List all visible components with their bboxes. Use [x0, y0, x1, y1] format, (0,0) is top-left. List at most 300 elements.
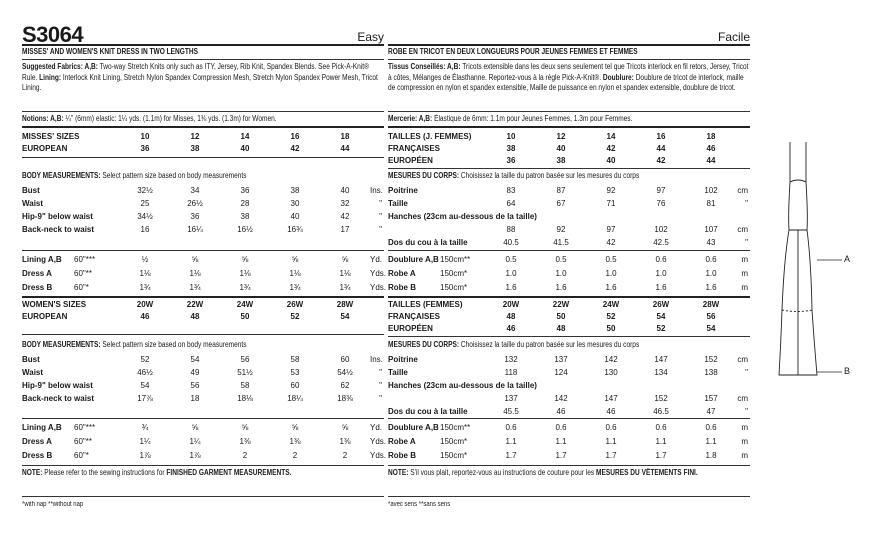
- row-label: TAILLES (J. FEMMES): [388, 132, 472, 141]
- measurement-value: 102: [654, 224, 668, 234]
- table-row: [22, 353, 384, 366]
- row-label: TAILLES (FEMMES): [388, 300, 463, 309]
- row-label: EUROPÉEN: [388, 324, 433, 333]
- measurement-value: 18: [190, 393, 200, 403]
- notions-label: Notions: A,B:: [22, 114, 64, 123]
- divider: [388, 336, 750, 337]
- measurement-value: 88: [506, 224, 516, 234]
- measurement-value: 17: [340, 224, 350, 234]
- measurement-label: Poitrine: [388, 354, 418, 364]
- dress-illustration: [762, 120, 872, 400]
- table-row: [22, 449, 384, 463]
- table-row: [388, 392, 750, 405]
- measurement-label: Poitrine: [388, 185, 418, 195]
- women-body-table: [22, 353, 384, 405]
- measurement-label: Dos du cou à la taille: [388, 237, 468, 247]
- yardage-value: 0.5: [605, 255, 617, 264]
- table-row: [388, 281, 750, 295]
- divider: [22, 465, 384, 466]
- divider: [388, 59, 750, 60]
- measurement-value: 152: [654, 393, 668, 403]
- unit-label: cm: [737, 185, 748, 195]
- yardage-value: 1¼: [139, 437, 151, 446]
- note-text: Please refer to the sewing instructions for: [44, 468, 165, 477]
- notions-line: [22, 114, 277, 123]
- divider: [22, 334, 384, 335]
- yardage-value: 1¾: [339, 283, 351, 292]
- notions-line: [388, 114, 632, 123]
- measurement-label: Bust: [22, 185, 40, 195]
- table-row: [388, 223, 750, 236]
- measurement-value: 81: [706, 198, 716, 208]
- divider: [22, 296, 384, 298]
- measurement-label: Hanches (23cm au-dessous de la taille): [388, 211, 537, 221]
- yardage-value: 1.0: [705, 269, 717, 278]
- table-row: [388, 197, 750, 210]
- view-b-label: B: [844, 366, 851, 376]
- yardage-value: ⅝: [341, 255, 349, 264]
- measurement-value: 92: [556, 224, 566, 234]
- yardage-value: 1¾: [139, 283, 151, 292]
- unit-label: Yds.: [370, 437, 387, 446]
- measurement-value: 60: [340, 354, 350, 364]
- measurement-label: Dos du cou à la taille: [388, 406, 468, 416]
- measurement-value: 36: [190, 211, 200, 221]
- yardage-value: 1.7: [505, 451, 517, 460]
- unit-label: m: [741, 423, 748, 432]
- yardage-value: 0.6: [655, 423, 667, 432]
- note-line: [388, 468, 749, 479]
- unit-cell: [736, 143, 750, 155]
- size-value: 48: [190, 312, 200, 321]
- yardage-value: 1⅛: [189, 269, 201, 278]
- row-label: WOMEN'S SIZES: [22, 300, 87, 309]
- body-label: BODY MEASUREMENTS:: [22, 171, 101, 180]
- lining-label: Lining:: [39, 72, 62, 82]
- measurement-value: 16½: [237, 224, 253, 234]
- body-text: Select pattern size based on body measurements: [102, 171, 247, 180]
- row-label: EUROPÉEN: [388, 156, 433, 165]
- measurement-value: 32½: [137, 185, 153, 195]
- divider: [22, 496, 384, 497]
- measurement-value: 54: [140, 380, 150, 390]
- measurement-value: 40: [340, 185, 350, 195]
- size-value: 18: [706, 132, 716, 141]
- table-row: [22, 281, 384, 295]
- measurement-value: 45.5: [503, 406, 519, 416]
- size-value: 28W: [702, 300, 720, 309]
- divider: [388, 496, 750, 497]
- divider: [22, 111, 384, 112]
- yardage-value: 0.6: [655, 255, 667, 264]
- table-row: [388, 405, 750, 418]
- table-row: [388, 131, 750, 143]
- yardage-value: 1.7: [655, 451, 667, 460]
- measurement-label: Back-neck to waist: [22, 224, 95, 234]
- table-row: [388, 379, 750, 392]
- misses-body-table: [388, 184, 750, 249]
- yardage-value: 1¾: [189, 283, 201, 292]
- yardage-value: 2: [292, 451, 298, 460]
- yardage-value: 0.6: [705, 423, 717, 432]
- table-row: [388, 299, 750, 311]
- measurement-value: 46½: [137, 367, 153, 377]
- yardage-value: 1⅛: [139, 269, 151, 278]
- table-row: [388, 323, 750, 335]
- size-value: 12: [556, 132, 566, 141]
- note-bold: MESURES DU VÊTEMENTS FINI.: [596, 468, 698, 477]
- yardage-value: ⅝: [241, 255, 249, 264]
- measurement-value: 157: [704, 393, 718, 403]
- women-size-table: [388, 299, 750, 335]
- yardage-value: 1¾: [289, 283, 301, 292]
- measurement-value: 47: [706, 406, 716, 416]
- body-measurements-heading: [388, 171, 639, 180]
- measurement-value: 34: [190, 185, 200, 195]
- measurement-value: 130: [604, 367, 618, 377]
- row-label: FRANÇAISES: [388, 144, 441, 153]
- size-value: 14: [240, 132, 250, 141]
- body-measurements-heading: [388, 340, 639, 349]
- view-a-label: A: [844, 254, 851, 264]
- misses-body-table: [22, 184, 384, 236]
- measurement-value: 62: [340, 380, 350, 390]
- size-value: 20W: [502, 300, 520, 309]
- unit-label: Yd.: [370, 255, 383, 264]
- unit-label: Ins.: [370, 354, 383, 364]
- notions-label: Mercerie: A,B:: [388, 114, 433, 123]
- unit-label: ": [379, 393, 382, 403]
- measurement-label: Hip-9" below waist: [22, 211, 93, 221]
- unit-label: Yds.: [370, 283, 387, 292]
- yardage-value: 1⅛: [339, 269, 351, 278]
- fabric-label: Robe B: [388, 451, 416, 460]
- measurement-value: 137: [554, 354, 568, 364]
- dress-back-view-drawing: [762, 120, 872, 400]
- misses-size-table: [22, 131, 384, 155]
- fabrics-paragraph: [388, 62, 749, 94]
- yardage-value: 1.1: [705, 437, 717, 446]
- measurement-value: 56: [240, 354, 250, 364]
- yardage-value: 1.0: [655, 269, 667, 278]
- yardage-value: ⅝: [291, 423, 299, 432]
- row-label: EUROPEAN: [22, 312, 68, 321]
- yardage-value: 1.6: [505, 283, 517, 292]
- yardage-value: 1.6: [705, 283, 717, 292]
- yardage-value: ⅝: [191, 423, 199, 432]
- size-value: 44: [340, 144, 350, 153]
- divider: [22, 157, 384, 158]
- measurement-value: 42: [606, 237, 616, 247]
- size-value: 40: [606, 156, 616, 165]
- measurement-value: 76: [656, 198, 666, 208]
- body-measurements-heading: [22, 340, 246, 349]
- table-row: [22, 311, 384, 323]
- unit-label: ": [745, 406, 748, 416]
- notions-text: Élastique de 6mm: 1.1m pour Jeunes Femmes, 1.3m pour Femmes.: [434, 114, 633, 123]
- body-text: Select pattern size based on body measurements: [102, 340, 247, 349]
- measurement-value: 16¾: [287, 224, 303, 234]
- measurement-value: 53: [290, 367, 300, 377]
- size-value: 24W: [602, 300, 620, 309]
- fabric-width: 60"***: [74, 423, 96, 432]
- divider: [22, 126, 384, 128]
- misses-yardage-table: [22, 253, 387, 295]
- yardage-value: ⅝: [341, 423, 349, 432]
- unit-label: Ins.: [370, 185, 383, 195]
- table-row: [388, 449, 750, 463]
- divider: [388, 296, 750, 298]
- unit-label: cm: [737, 224, 748, 234]
- measurement-value: 67: [556, 198, 566, 208]
- fabric-label: Lining A,B: [22, 255, 62, 264]
- measurement-label: Taille: [388, 367, 408, 377]
- fabric-label: Doublure A,B: [388, 255, 439, 264]
- size-value: 22W: [186, 300, 204, 309]
- size-value: 38: [190, 144, 200, 153]
- size-value: 16: [656, 132, 666, 141]
- size-value: 42: [606, 144, 616, 153]
- divider: [388, 168, 750, 169]
- table-row: [388, 210, 750, 223]
- unit-label: ": [745, 237, 748, 247]
- fabric-width: 150cm*: [440, 451, 468, 460]
- table-row: [22, 184, 384, 197]
- unit-cell: [370, 299, 384, 311]
- measurement-value: 92: [606, 185, 616, 195]
- size-value: 36: [140, 144, 150, 153]
- yardage-value: 1⅛: [239, 269, 251, 278]
- size-value: 42: [290, 144, 300, 153]
- size-value: 56: [706, 312, 716, 321]
- yardage-value: 1.1: [555, 437, 567, 446]
- measurement-label: Hanches (23cm au-dessous de la taille): [388, 380, 537, 390]
- measurement-value: 124: [554, 367, 568, 377]
- yardage-value: 1.6: [555, 283, 567, 292]
- women-body-table: [388, 353, 750, 418]
- fabric-label: Dress A: [22, 269, 52, 278]
- footnote: *with nap **without nap: [22, 501, 84, 508]
- yardage-value: 1.6: [655, 283, 667, 292]
- yardage-value: 1⅜: [289, 437, 301, 446]
- size-value: 46: [706, 144, 716, 153]
- fabrics-text: Tricots extensible dans les deux sens seulement tel que Tricots interlock en fil retors, Jersey, Tricot à côtes, Mélanges de Élasthanne. Reportez-vous à la règle Pick-A-Knit®.: [388, 62, 749, 82]
- footnote: *avec sens **sans sens: [388, 501, 451, 508]
- measurement-value: 18¼: [287, 393, 303, 403]
- divider: [22, 418, 384, 419]
- size-value: 50: [606, 324, 616, 333]
- fabric-width: 150cm*: [440, 283, 468, 292]
- yardage-value: 1.1: [655, 437, 667, 446]
- divider: [388, 126, 750, 128]
- divider: [388, 250, 750, 251]
- size-value: 10: [140, 132, 150, 141]
- measurement-value: 25: [140, 198, 150, 208]
- fabric-width: 60"*: [74, 451, 89, 460]
- table-row: [388, 311, 750, 323]
- yardage-value: 1⅜: [239, 437, 251, 446]
- divider: [388, 111, 750, 112]
- size-value: 14: [606, 132, 616, 141]
- divider: [22, 250, 384, 251]
- size-value: 54: [656, 312, 666, 321]
- table-row: [22, 435, 384, 449]
- unit-label: m: [741, 451, 748, 460]
- yardage-value: 1.1: [605, 437, 617, 446]
- table-row: [388, 353, 750, 366]
- row-label: FRANÇAISES: [388, 312, 441, 321]
- body-label: MESURES DU CORPS:: [388, 171, 460, 180]
- lining-text: Doublure de tricot de interlock, maille de compression en nylon et spandex extensible, Maille de puissance en nylon et spandex extensible, doublure de tricot.: [388, 72, 744, 92]
- size-value: 38: [506, 144, 516, 153]
- women-yardage-table: [388, 421, 750, 463]
- measurement-label: Waist: [22, 198, 44, 208]
- table-row: [22, 366, 384, 379]
- table-row: [22, 379, 384, 392]
- table-row: [388, 435, 750, 449]
- yardage-value: 2: [342, 451, 348, 460]
- yardage-value: 1.0: [555, 269, 567, 278]
- unit-label: Yds.: [370, 269, 387, 278]
- yardage-value: ⅝: [291, 255, 299, 264]
- unit-label: Yd.: [370, 423, 383, 432]
- table-row: [22, 253, 384, 267]
- measurement-value: 42.5: [653, 237, 669, 247]
- measurement-value: 132: [504, 354, 518, 364]
- fabric-label: Robe A: [388, 269, 416, 278]
- measurement-label: Back-neck to waist: [22, 393, 95, 403]
- unit-label: cm: [737, 393, 748, 403]
- measurement-value: 26½: [187, 198, 203, 208]
- yardage-value: 2: [242, 451, 248, 460]
- body-measurements-heading: [22, 171, 246, 180]
- yardage-value: 0.5: [555, 255, 567, 264]
- size-value: 16: [290, 132, 300, 141]
- measurement-value: 107: [704, 224, 718, 234]
- yardage-value: 1.1: [505, 437, 517, 446]
- fabric-width: 150cm*: [440, 269, 468, 278]
- size-value: 50: [556, 312, 566, 321]
- measurement-value: 147: [654, 354, 668, 364]
- yardage-value: 1.6: [605, 283, 617, 292]
- measurement-value: 30: [290, 198, 300, 208]
- table-row: [388, 421, 750, 435]
- fabric-width: 60"*: [74, 283, 89, 292]
- measurement-value: 118: [504, 367, 518, 377]
- yardage-value: 1.0: [605, 269, 617, 278]
- women-yardage-table: [22, 421, 387, 463]
- note-label: NOTE:: [388, 468, 409, 477]
- measurement-label: [388, 392, 486, 405]
- unit-cell: [370, 131, 384, 143]
- table-row: [22, 421, 384, 435]
- fabric-label: Dress B: [22, 451, 53, 460]
- size-value: 18: [340, 132, 350, 141]
- section-title: MISSES' AND WOMEN'S KNIT DRESS IN TWO LENGTHS: [22, 47, 198, 56]
- notions-text: ¼" (6mm) elastic: 1¼ yds. (1.1m) for Misses, 1⅜ yds. (1.3m) for Women.: [65, 114, 277, 123]
- divider: [22, 44, 384, 46]
- size-value: 40: [556, 144, 566, 153]
- unit-label: ": [379, 198, 382, 208]
- measurement-value: 54½: [337, 367, 353, 377]
- unit-label: m: [741, 255, 748, 264]
- size-value: 50: [240, 312, 250, 321]
- size-value: 46: [506, 324, 516, 333]
- unit-label: m: [741, 283, 748, 292]
- measurement-value: 51½: [237, 367, 253, 377]
- fabrics-paragraph: [22, 62, 383, 94]
- size-value: 38: [556, 156, 566, 165]
- measurement-value: 46.5: [653, 406, 669, 416]
- measurement-value: 64: [506, 198, 516, 208]
- yardage-value: 0.5: [505, 255, 517, 264]
- unit-label: m: [741, 269, 748, 278]
- measurement-value: 16¼: [187, 224, 203, 234]
- measurement-value: 58: [290, 354, 300, 364]
- table-row: [22, 267, 384, 281]
- fabric-label: Dress B: [22, 283, 53, 292]
- fabric-label: Robe B: [388, 283, 416, 292]
- row-label: MISSES' SIZES: [22, 132, 80, 141]
- measurement-value: 41.5: [553, 237, 569, 247]
- size-value: 28W: [336, 300, 354, 309]
- table-row: [22, 131, 384, 143]
- size-value: 10: [506, 132, 516, 141]
- fabric-width: 150cm**: [440, 255, 471, 264]
- yardage-value: 1.7: [605, 451, 617, 460]
- measurement-value: 32: [340, 198, 350, 208]
- measurement-value: 36: [240, 185, 250, 195]
- table-row: [22, 223, 384, 236]
- fabric-width: 150cm*: [440, 437, 468, 446]
- measurement-value: 40.5: [503, 237, 519, 247]
- size-value: 54: [340, 312, 350, 321]
- measurement-value: 97: [656, 185, 666, 195]
- body-text: Choisissez la taille du patron basée sur les mesures du corps: [460, 340, 640, 349]
- yardage-value: 1.8: [705, 451, 717, 460]
- fabric-width: 60"**: [74, 269, 92, 278]
- pattern-number: S3064: [22, 22, 84, 47]
- unit-label: ": [379, 211, 382, 221]
- size-value: 46: [140, 312, 150, 321]
- measurement-value: 137: [504, 393, 518, 403]
- unit-label: m: [741, 437, 748, 446]
- table-row: [22, 392, 384, 405]
- size-value: 52: [606, 312, 616, 321]
- size-value: 26W: [286, 300, 304, 309]
- size-value: 40: [240, 144, 250, 153]
- fabric-label: Robe A: [388, 437, 416, 446]
- size-value: 44: [656, 144, 666, 153]
- table-row: [22, 210, 384, 223]
- row-label: EUROPEAN: [22, 144, 68, 153]
- unit-cell: [370, 311, 384, 323]
- size-value: 42: [656, 156, 666, 165]
- measurement-value: 28: [240, 198, 250, 208]
- yardage-value: 1⅜: [339, 437, 351, 446]
- yardage-value: ⅝: [241, 423, 249, 432]
- table-row: [22, 143, 384, 155]
- measurement-value: 60: [290, 380, 300, 390]
- yardage-value: 0.6: [505, 423, 517, 432]
- unit-label: cm: [737, 354, 748, 364]
- table-row: [388, 366, 750, 379]
- yardage-value: 1⅞: [189, 451, 201, 460]
- size-value: 48: [506, 312, 516, 321]
- size-value: 24W: [236, 300, 254, 309]
- size-value: 20W: [136, 300, 154, 309]
- body-label: MESURES DU CORPS:: [388, 340, 460, 349]
